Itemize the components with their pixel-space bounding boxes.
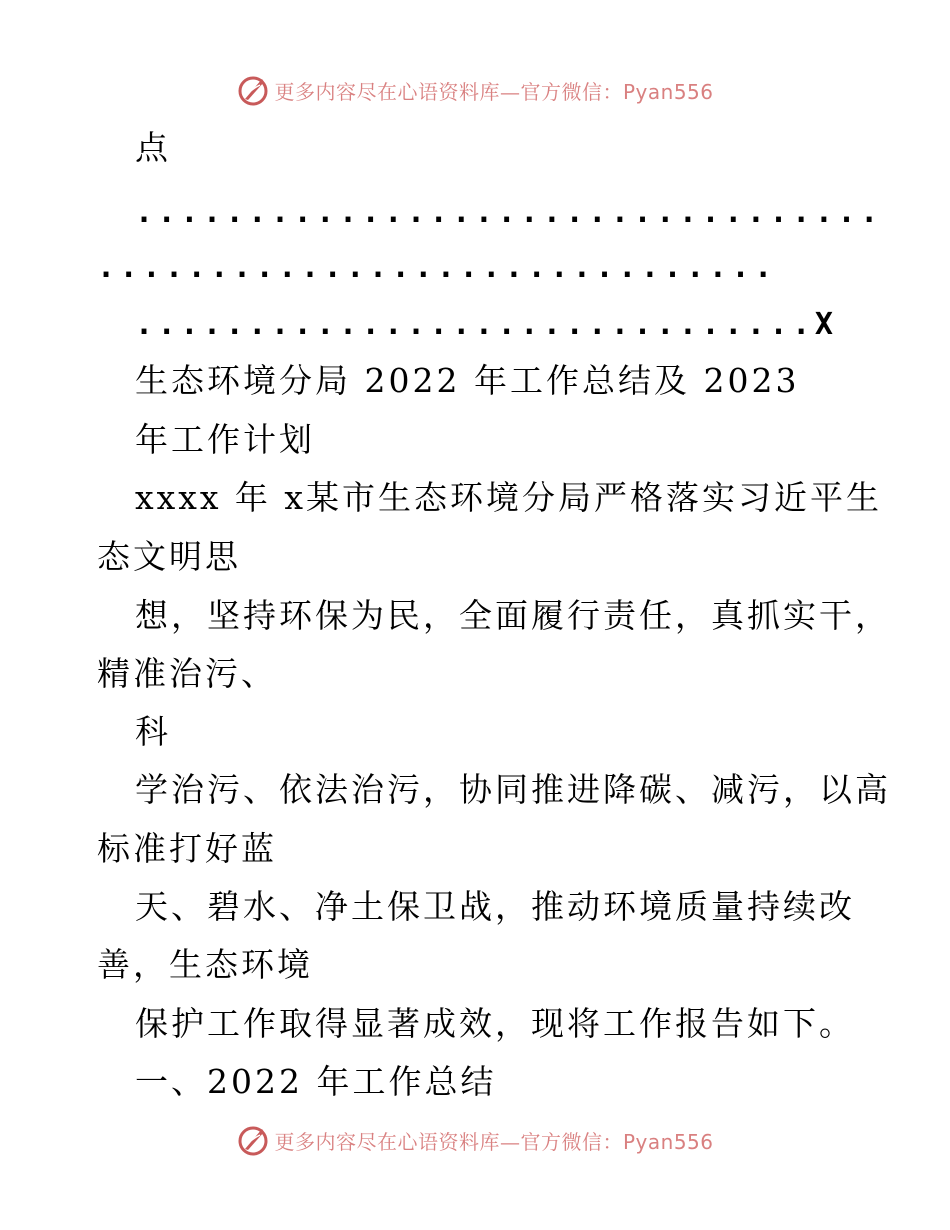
body-line: 态文明思 bbox=[97, 537, 241, 576]
body-line: 善，生态环境 bbox=[97, 945, 313, 984]
body-line: xxxx 年 x某市生态环境分局严格落实习近平生 bbox=[135, 478, 883, 517]
body-line: 标准打好蓝 bbox=[97, 829, 277, 868]
body-line: 精准治污、 bbox=[97, 654, 277, 693]
body-line: 点 bbox=[135, 128, 171, 167]
document-title-line: 年工作计划 bbox=[135, 420, 315, 459]
watermark-text-top: 更多内容尽在心语资料库—官方微信：Pyan556 bbox=[274, 79, 714, 104]
body-line-dots: ..............................X bbox=[135, 307, 838, 342]
body-line: 学治污、依法治污，协同推进降碳、减污，以高 bbox=[135, 770, 891, 809]
document-title-line: 生态环境分局 2022 年工作总结及 2023 bbox=[135, 361, 800, 400]
body-line-dots: ................................. bbox=[135, 195, 883, 230]
section-heading: 一、2022 年工作总结 bbox=[135, 1062, 497, 1101]
body-line-dots: .............................. bbox=[97, 250, 777, 285]
body-line: 想，坚持环保为民，全面履行责任，真抓实干， bbox=[135, 596, 891, 635]
watermark-text-bottom: 更多内容尽在心语资料库—官方微信：Pyan556 bbox=[274, 1129, 714, 1154]
watermark-banner-bottom bbox=[0, 1120, 950, 1160]
body-line: 天、碧水、净土保卫战，推动环境质量持续改 bbox=[135, 887, 855, 926]
quill-logo-icon bbox=[236, 1123, 270, 1157]
body-line: 科 bbox=[135, 712, 171, 751]
body-line: 保护工作取得显著成效，现将工作报告如下。 bbox=[135, 1004, 855, 1043]
